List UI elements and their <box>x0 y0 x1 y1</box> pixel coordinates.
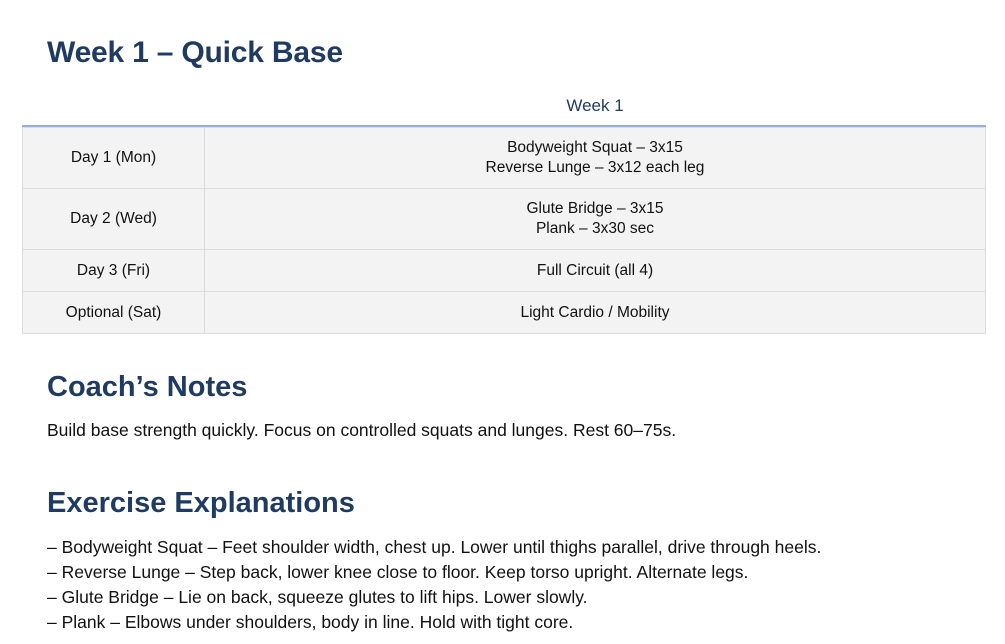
workout-line: Light Cardio / Mobility <box>520 303 670 321</box>
workout-line: Plank – 3x30 sec <box>535 220 655 237</box>
workout-cell <box>205 292 986 334</box>
exercise-explanations-list <box>47 535 821 635</box>
list-item: – Glute Bridge – Lie on back, squeeze glutes to lift hips. Lower slowly. <box>47 587 588 607</box>
workout-cell <box>205 189 986 250</box>
day-cell: Optional (Sat) <box>23 292 205 334</box>
table-row <box>23 189 986 250</box>
list-item: – Bodyweight Squat – Feet shoulder width, chest up. Lower until thighs parallel, drive through heels. <box>47 537 822 557</box>
coach-notes-text: Build base strength quickly. Focus on controlled squats and lunges. Rest 60–75s. <box>47 420 677 440</box>
list-item: – Plank – Elbows under shoulders, body in line. Hold with tight core. <box>47 612 574 632</box>
table-row <box>23 292 986 334</box>
workout-line: Reverse Lunge – 3x12 each leg <box>485 159 705 176</box>
week-column-header: Week 1 <box>566 96 624 115</box>
day-cell: Day 2 (Wed) <box>23 189 205 250</box>
day-cell: Day 3 (Fri) <box>23 250 205 292</box>
workout-line: Full Circuit (all 4) <box>536 261 654 279</box>
table-row <box>23 128 986 189</box>
workout-cell <box>205 128 986 189</box>
table-row <box>23 250 986 292</box>
exercise-explanations-heading: Exercise Explanations <box>47 487 355 519</box>
workout-line: Bodyweight Squat – 3x15 <box>507 139 683 156</box>
schedule-table <box>22 127 986 334</box>
coach-notes-heading: Coach’s Notes <box>47 371 248 403</box>
workout-line: Glute Bridge – 3x15 <box>526 200 664 217</box>
list-item: – Reverse Lunge – Step back, lower knee close to floor. Keep torso upright. Alternate legs. <box>47 562 749 582</box>
day-cell: Day 1 (Mon) <box>23 128 205 189</box>
workout-cell <box>205 250 986 292</box>
page-title: Week 1 – Quick Base <box>47 36 343 69</box>
